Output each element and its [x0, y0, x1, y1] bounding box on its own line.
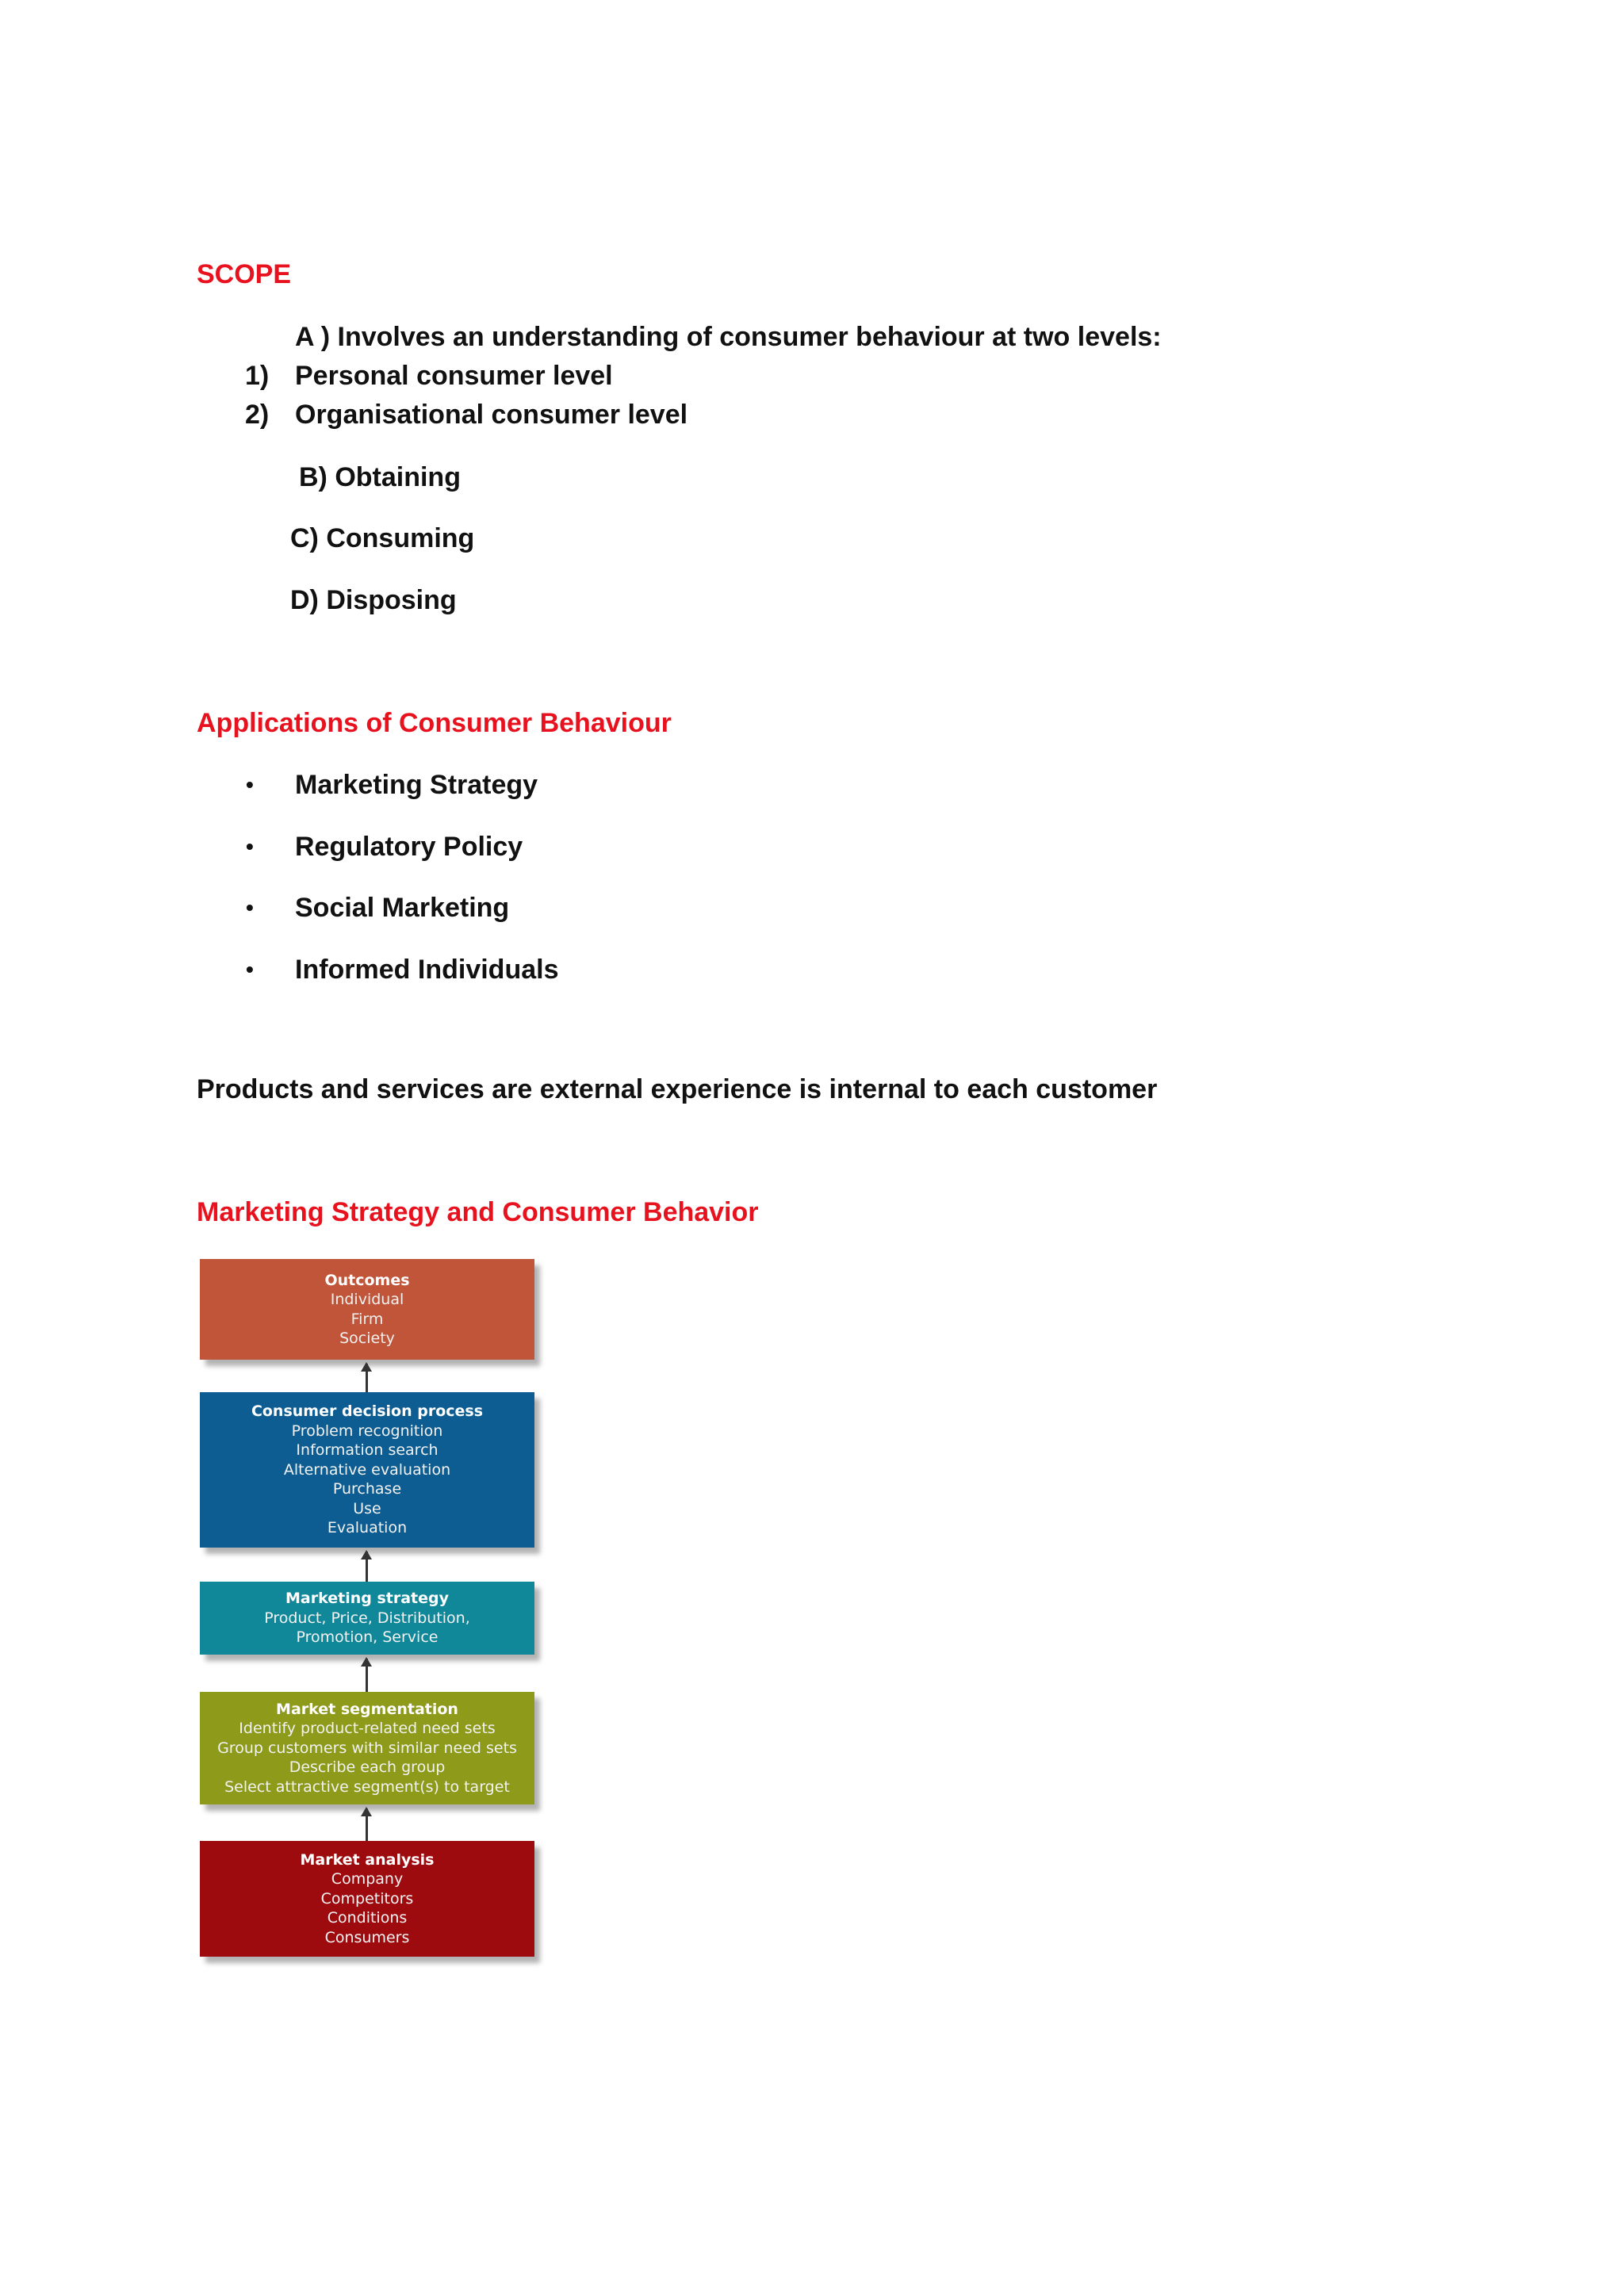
application-item-1: Marketing Strategy	[295, 770, 538, 800]
level-text-1: Personal consumer level	[295, 361, 613, 391]
bullet-3: •	[246, 895, 254, 920]
box-line: Describe each group	[289, 1758, 446, 1777]
box-line: Select attractive segment(s) to target	[224, 1777, 510, 1796]
market-analysis-box	[200, 1841, 534, 1957]
scope-heading: SCOPE	[197, 259, 292, 289]
level-number-2: 2)	[245, 400, 270, 430]
box-line: Alternative evaluation	[283, 1460, 451, 1479]
box-title: Consumer decision process	[251, 1402, 484, 1421]
scope-line-c: C) Consuming	[290, 523, 475, 553]
box-line: Purchase	[332, 1480, 402, 1498]
bullet-2: •	[246, 834, 254, 859]
consumer-decision-process-box	[200, 1392, 534, 1548]
strategy-heading: Marketing Strategy and Consumer Behavior	[197, 1197, 759, 1227]
applications-heading: Applications of Consumer Behaviour	[197, 708, 672, 738]
marketing-strategy-box	[200, 1582, 534, 1655]
box-line: Society	[339, 1330, 395, 1347]
box-line: Use	[353, 1499, 381, 1517]
box-line: Group customers with similar need sets	[217, 1739, 517, 1757]
box-title: Market analysis	[300, 1850, 435, 1869]
scope-line-d: D) Disposing	[290, 585, 457, 615]
level-number-1: 1)	[245, 361, 270, 391]
arrow-up-icon	[366, 1659, 368, 1692]
application-item-3: Social Marketing	[295, 893, 510, 923]
bullet-1: •	[246, 772, 254, 797]
marketing-strategy-diagram	[198, 1259, 547, 1976]
box-title: Outcomes	[324, 1271, 410, 1289]
statement-text: Products and services are external experience is internal to each customer	[197, 1074, 1158, 1104]
outcomes-box	[200, 1259, 534, 1360]
arrow-up-icon	[366, 1808, 368, 1841]
arrow-up-icon	[366, 1552, 368, 1582]
box-line: Information search	[296, 1441, 439, 1460]
box-line: Company	[331, 1870, 404, 1888]
bullet-4: •	[246, 957, 254, 982]
box-line: Product, Price, Distribution,	[264, 1609, 470, 1627]
market-segmentation-box	[200, 1692, 534, 1804]
arrow-up-icon	[366, 1364, 368, 1392]
box-title: Market segmentation	[276, 1700, 458, 1718]
scope-line-b: B) Obtaining	[299, 462, 461, 492]
level-text-2: Organisational consumer level	[295, 400, 688, 430]
box-line: Competitors	[320, 1889, 414, 1908]
box-line: Conditions	[327, 1909, 408, 1927]
scope-line-a: A ) Involves an understanding of consumer behaviour at two levels:	[295, 322, 1162, 352]
box-line: Firm	[350, 1310, 384, 1328]
box-line: Identify product-related need sets	[239, 1720, 496, 1738]
box-line: Problem recognition	[291, 1422, 443, 1440]
box-line: Promotion, Service	[296, 1628, 439, 1647]
box-line: Individual	[330, 1291, 404, 1308]
box-title: Marketing strategy	[285, 1590, 449, 1608]
box-line: Evaluation	[327, 1519, 408, 1537]
box-line: Consumers	[324, 1928, 410, 1946]
application-item-2: Regulatory Policy	[295, 832, 523, 862]
application-item-4: Informed Individuals	[295, 955, 559, 985]
